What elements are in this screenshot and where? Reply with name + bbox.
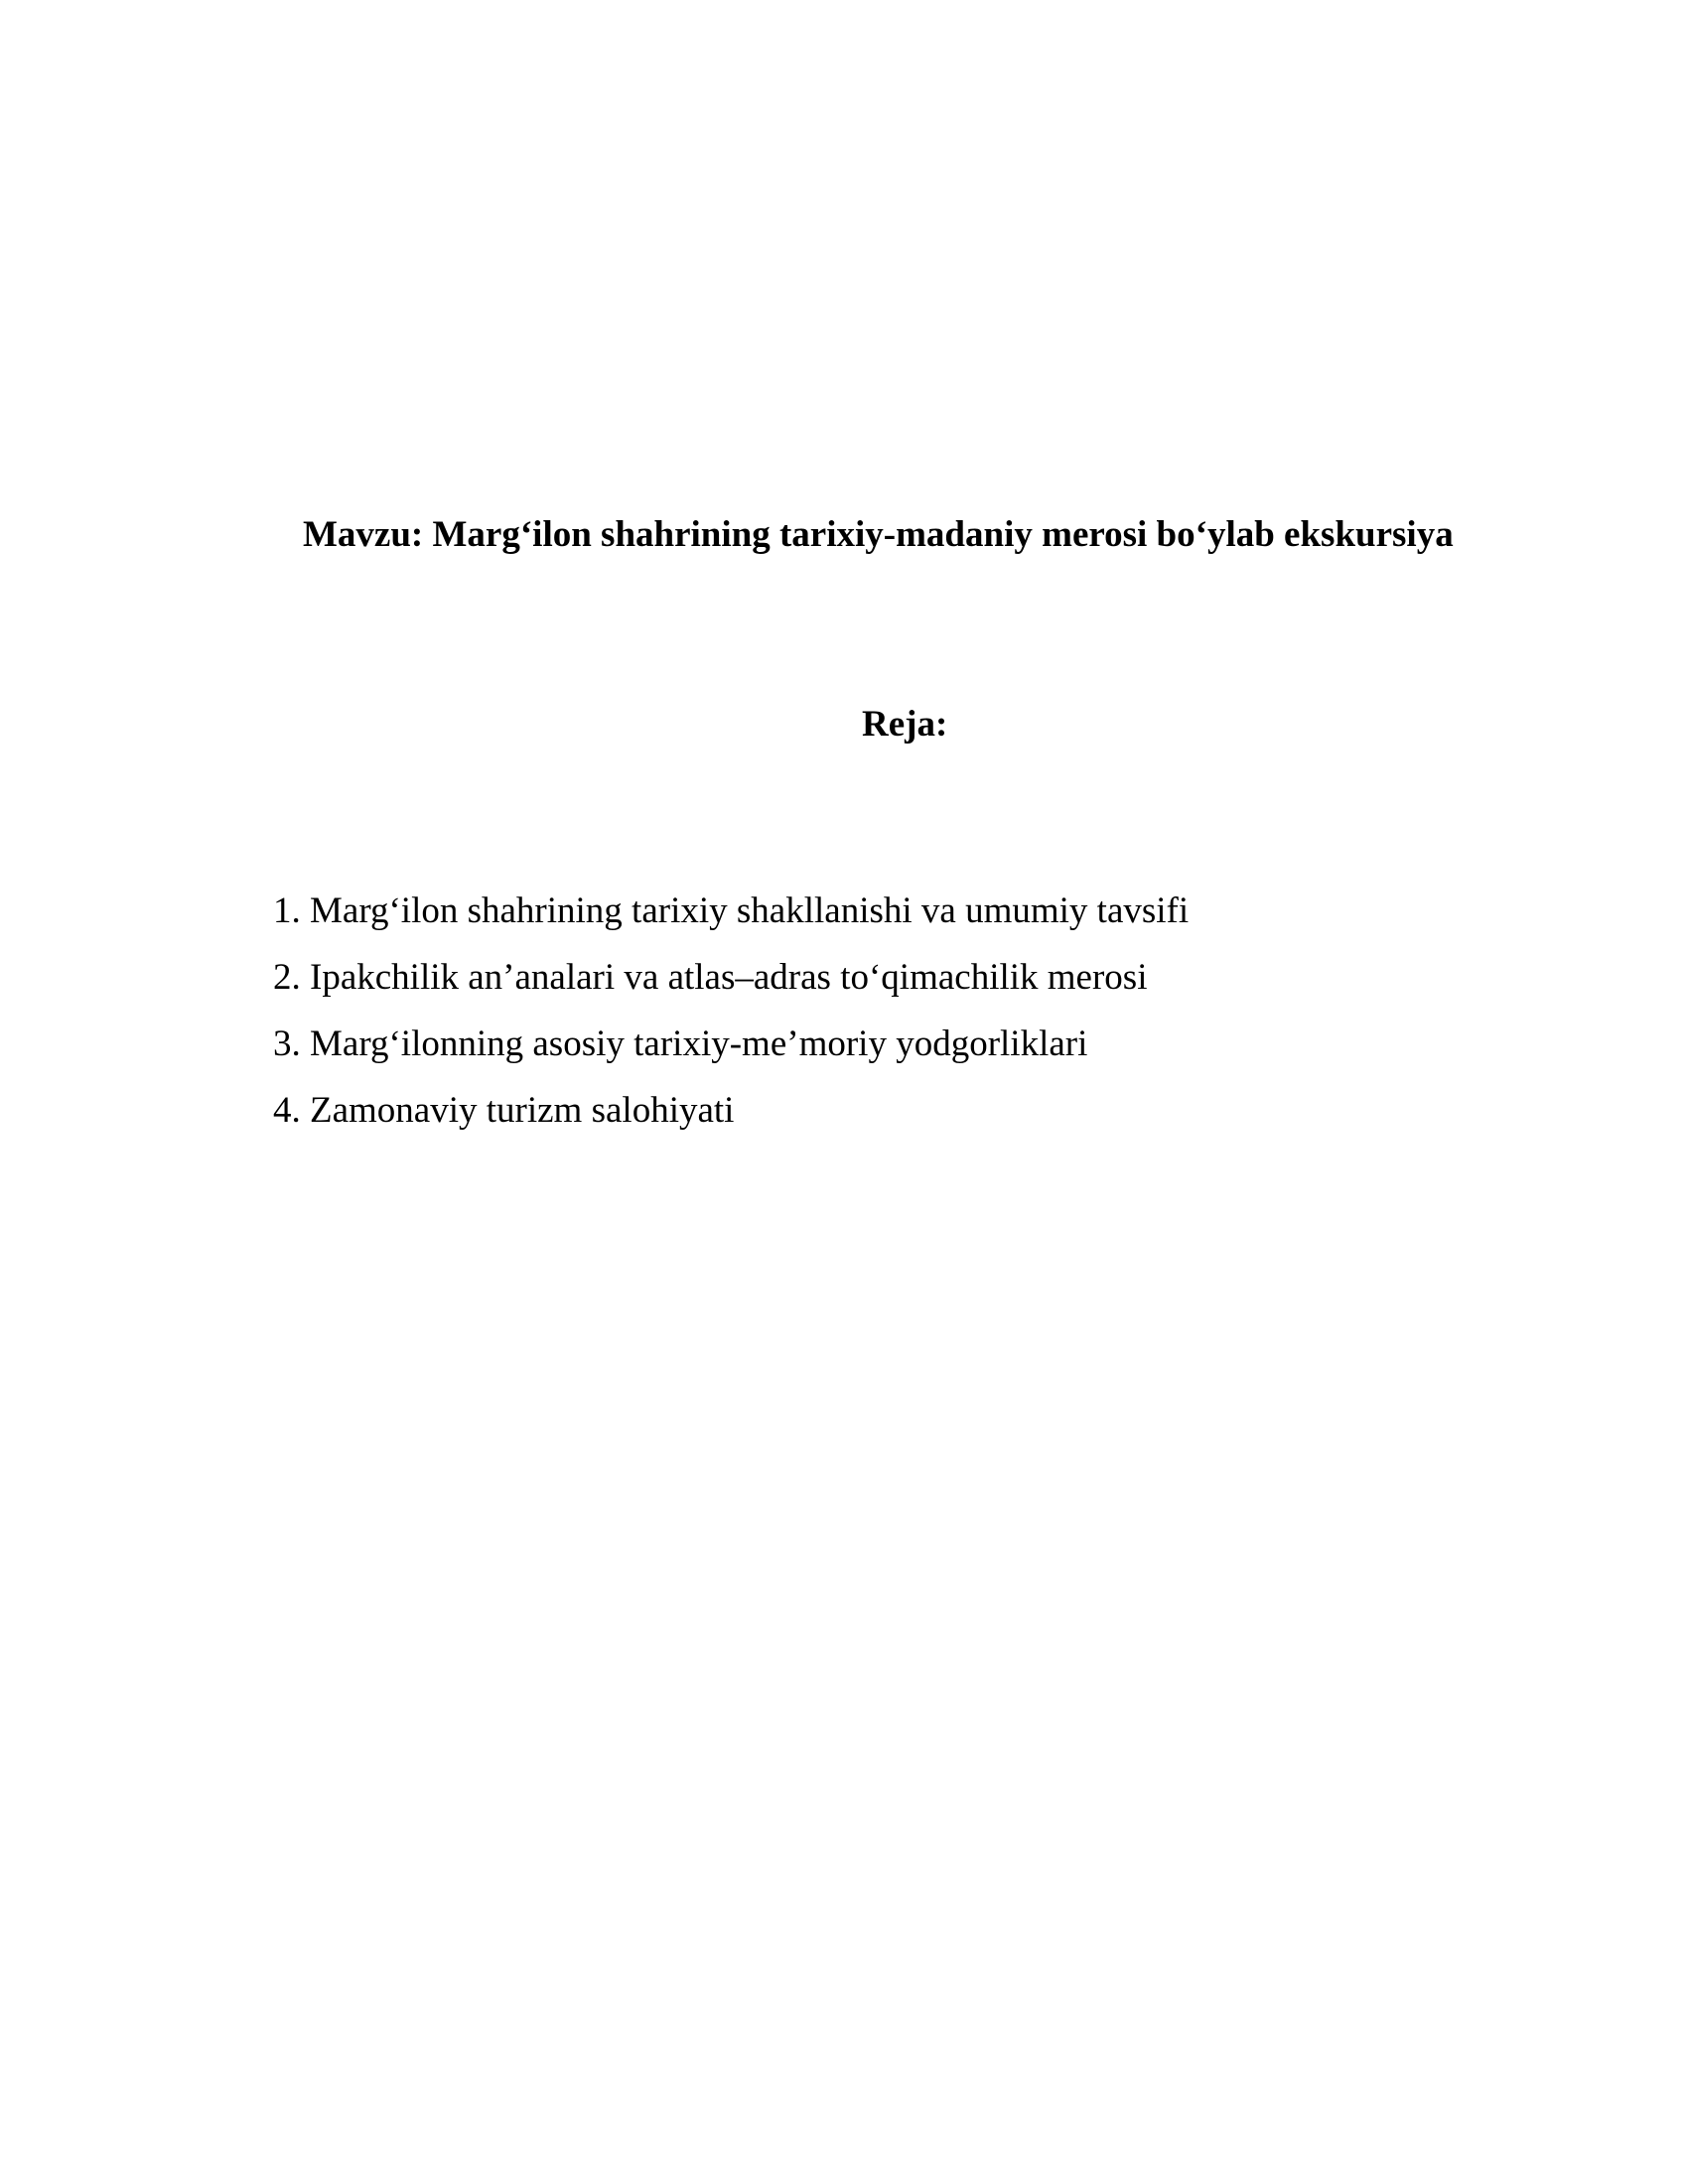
plan-item-2: 2. Ipakchilik an’analari va atlas–adras to‘qimachilik merosi xyxy=(273,957,1148,998)
plan-heading: Reja: xyxy=(862,704,948,745)
plan-item-3: 3. Marg‘ilonning asosiy tarixiy-me’moriy yodgorliklari xyxy=(273,1024,1088,1064)
plan-item-1: 1. Marg‘ilon shahrining tarixiy shakllanishi va umumiy tavsifi xyxy=(273,890,1190,931)
document-title: Mavzu: Marg‘ilon shahrining tarixiy-madaniy merosi bo‘ylab ekskursiya xyxy=(303,514,1454,555)
plan-item-4: 4. Zamonaviy turizm salohiyati xyxy=(273,1090,735,1131)
plan-list xyxy=(273,887,1189,1153)
